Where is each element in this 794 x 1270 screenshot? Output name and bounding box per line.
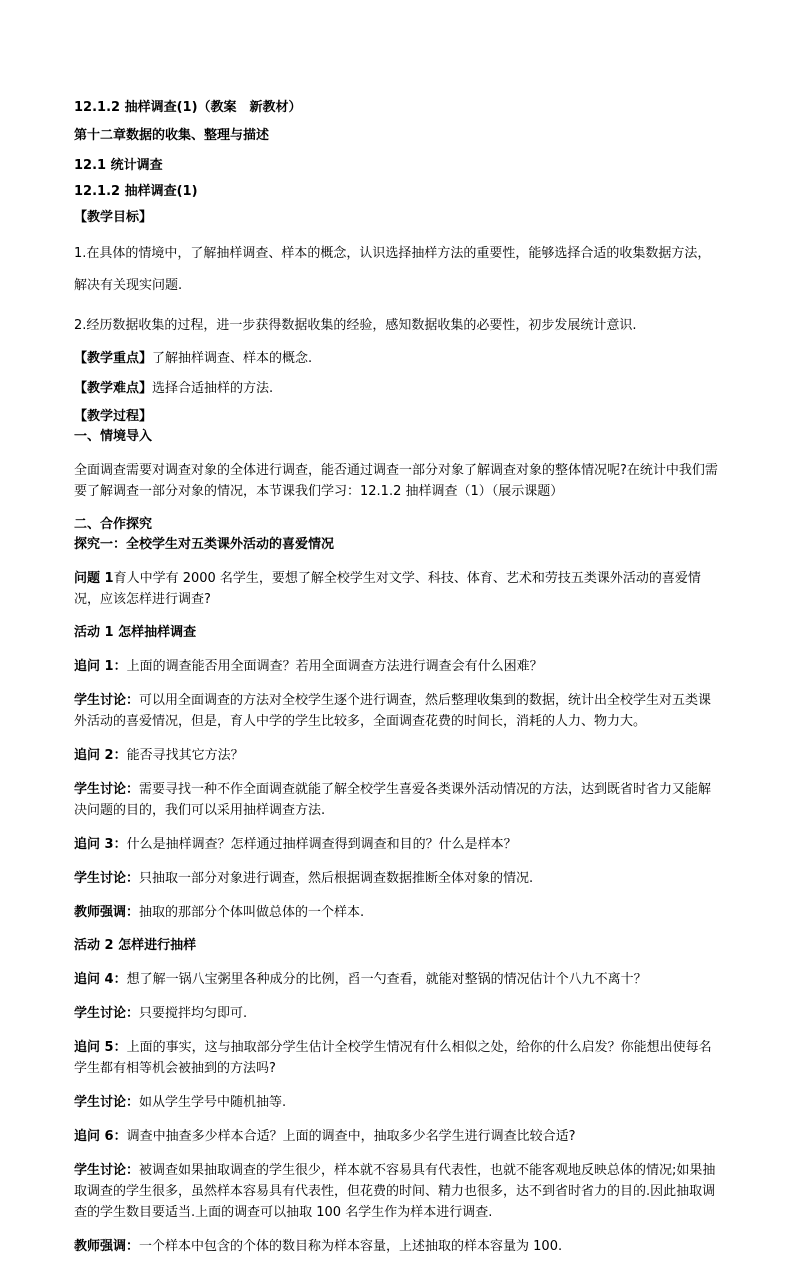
follow-up-6 (74, 1126, 722, 1147)
part-2-heading: 二、合作探究 (74, 517, 153, 532)
discussion-4-text: 只要搅拌均匀即可. (139, 1006, 248, 1021)
teacher-note-1 (74, 902, 722, 923)
discussion-5-text: 如从学生学号中随机抽等. (139, 1095, 287, 1110)
follow-up-2-label: 追问 2： (74, 748, 127, 763)
discussion-3 (74, 868, 722, 889)
follow-up-2 (74, 745, 722, 766)
doc-title: 12.1.2 抽样调查(1)（教案 新教材） (74, 100, 302, 115)
follow-up-1 (74, 656, 722, 677)
question-1-text: 育人中学有 2000 名学生，要想了解全校学生对文学、科技、体育、艺术和劳技五类课外活动的喜爱情况，应该怎样进行调查? (74, 571, 701, 607)
key-point (74, 349, 722, 369)
goal-2: 2.经历数据收集的过程，进一步获得数据收集的经验，感知数据收集的必要性，初步发展统计意识. (74, 318, 637, 333)
follow-up-3 (74, 834, 722, 855)
discussion-1-label: 学生讨论： (74, 693, 140, 708)
discussion-3-label: 学生讨论： (74, 871, 140, 886)
follow-up-6-label: 追问 6： (74, 1129, 127, 1144)
difficulty (74, 379, 722, 399)
chapter-heading: 第十二章数据的收集、整理与描述 (74, 128, 270, 143)
discussion-4-label: 学生讨论： (74, 1006, 140, 1021)
question-1 (74, 568, 722, 610)
follow-up-4-label: 追问 4： (74, 972, 127, 987)
teacher-note-2-label: 教师强调： (74, 1239, 140, 1254)
intro-paragraph: 全面调查需要对调查对象的全体进行调查，能否通过调查一部分对象了解调查对象的整体情况呢?在统计中我们需要了解调查一部分对象的情况，本节课我们学习：12.1.2 抽样调查（1）（展示课题） (74, 463, 718, 499)
follow-up-1-label: 追问 1： (74, 659, 127, 674)
teacher-note-2 (74, 1236, 722, 1257)
goal-1: 1.在具体的情境中，了解抽样调查、样本的概念，认识选择抽样方法的重要性，能够选择合适的收集数据方法，解决有关现实问题. (74, 246, 711, 293)
follow-up-4-text: 想了解一锅八宝粥里各种成分的比例，舀一勺查看，就能对整锅的情况估计个八九不离十？ (126, 972, 647, 987)
teacher-note-1-label: 教师强调： (74, 905, 140, 920)
key-point-text: 了解抽样调查、样本的概念. (152, 351, 313, 366)
follow-up-3-text: 什么是抽样调查？怎样通过抽样调查得到调查和目的？什么是样本？ (126, 837, 517, 852)
discussion-5 (74, 1092, 722, 1113)
discussion-3-text: 只抽取一部分对象进行调查，然后根据调查数据推断全体对象的情况. (139, 871, 534, 886)
document-page (74, 98, 722, 1270)
question-1-label: 问题 1 (74, 571, 114, 586)
follow-up-3-label: 追问 3： (74, 837, 127, 852)
subsection-heading: 12.1.2 抽样调查(1) (74, 184, 198, 199)
explore-1-heading: 探究一：全校学生对五类课外活动的喜爱情况 (74, 537, 335, 552)
discussion-2 (74, 779, 722, 821)
discussion-2-text: 需要寻找一种不作全面调查就能了解全校学生喜爱各类课外活动情况的方法，达到既省时省力又能解决问题的目的，我们可以采用抽样调查方法. (74, 782, 712, 818)
teacher-note-1-text: 抽取的那部分个体叫做总体的一个样本. (139, 905, 365, 920)
activity-2-heading: 活动 2 怎样进行抽样 (74, 938, 197, 953)
process-heading: 【教学过程】 (74, 409, 153, 424)
discussion-6-label: 学生讨论： (74, 1163, 140, 1178)
discussion-1 (74, 690, 722, 732)
discussion-6 (74, 1160, 722, 1223)
goals-heading: 【教学目标】 (74, 210, 153, 225)
part-1-heading: 一、情境导入 (74, 429, 153, 444)
teacher-note-2-text: 一个样本中包含的个体的数目称为样本容量，上述抽取的样本容量为 100. (139, 1239, 563, 1254)
follow-up-5 (74, 1037, 722, 1079)
follow-up-6-text: 调查中抽查多少样本合适？上面的调查中，抽取多少名学生进行调查比较合适? (126, 1129, 576, 1144)
difficulty-label: 【教学难点】 (74, 381, 153, 396)
activity-1-heading: 活动 1 怎样抽样调查 (74, 625, 197, 640)
follow-up-2-text: 能否寻找其它方法？ (126, 748, 244, 763)
section-heading: 12.1 统计调查 (74, 158, 163, 173)
follow-up-5-label: 追问 5： (74, 1040, 127, 1055)
follow-up-4 (74, 969, 722, 990)
discussion-6-text: 被调查如果抽取调查的学生很少，样本就不容易具有代表性，也就不能客观地反映总体的情况;如果抽取调查的学生很多，虽然样本容易具有代表性，但花费的时间、精力也很多，达不到省时省力的目的.因此抽取调查的学生数目要适当.上面的调查可以抽取 100 名学生作为样本进行调查. (74, 1163, 716, 1220)
difficulty-text: 选择合适抽样的方法. (152, 381, 274, 396)
discussion-2-label: 学生讨论： (74, 782, 140, 797)
key-point-label: 【教学重点】 (74, 351, 153, 366)
discussion-1-text: 可以用全面调查的方法对全校学生逐个进行调查，然后整理收集到的数据，统计出全校学生对五类课外活动的喜爱情况，但是，育人中学的学生比较多，全面调查花费的时间长，消耗的人力、物力大。 (74, 693, 712, 729)
discussion-4 (74, 1003, 722, 1024)
follow-up-5-text: 上面的事实，这与抽取部分学生估计全校学生情况有什么相似之处，给你的什么启发？你能想出使每名学生都有相等机会被抽到的方法吗? (74, 1040, 712, 1076)
discussion-5-label: 学生讨论： (74, 1095, 140, 1110)
follow-up-1-text: 上面的调查能否用全面调查？若用全面调查方法进行调查会有什么困难？ (126, 659, 543, 674)
